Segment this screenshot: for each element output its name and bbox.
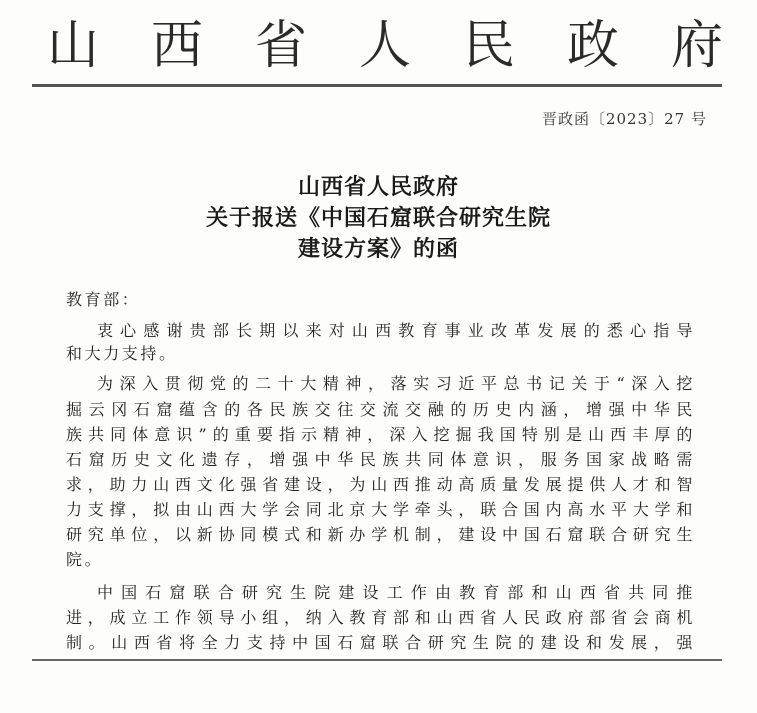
page-bottom-border xyxy=(32,659,722,661)
org-title-char: 人 xyxy=(358,16,411,76)
body-line: 族共同体意识”的重要指示精神，深入挖掘我国特别是山西丰厚的 xyxy=(66,425,695,444)
org-title-char: 民 xyxy=(462,16,515,76)
body-line: 进，成立工作领导小组，纳入教育部和山西省人民政府部省会商机 xyxy=(66,608,695,627)
body-line: 制。山西省将全力支持中国石窟联合研究生院的建设和发展，强 xyxy=(66,633,695,652)
issuing-organization-title xyxy=(40,14,730,78)
salutation: 教育部： xyxy=(66,290,141,309)
body-line: 为深入贯彻党的二十大精神，落实习近平总书记关于“深入挖 xyxy=(97,374,695,393)
body-line: 研究单位，以新协同模式和新办学机制，建设中国石窟联合研究生 xyxy=(66,525,695,544)
body-line: 衷心感谢贵部长期以来对山西教育事业改革发展的悉心指导 xyxy=(97,321,695,340)
org-title-char: 山 xyxy=(46,16,99,76)
org-title-char: 府 xyxy=(670,16,723,76)
body-line: 石窟历史文化遗存，增强中华民族共同体意识，服务国家战略需 xyxy=(66,450,695,469)
body-line: 力支撑，拟由山西大学会同北京大学牵头，联合国内高水平大学和 xyxy=(66,500,695,519)
org-title-char: 政 xyxy=(566,16,619,76)
body-line: 求，助力山西文化强省建设，为山西推动高质量发展提供人才和智 xyxy=(66,475,695,494)
org-title-char: 西 xyxy=(150,16,203,76)
body-line: 掘云冈石窟蕴含的各民族交往交流交融的历史内涵，增强中华民 xyxy=(66,400,695,419)
body-line: 院。 xyxy=(66,550,104,569)
document-title-line-2: 关于报送《中国石窟联合研究生院 xyxy=(205,206,551,231)
body-line: 中国石窟联合研究生院建设工作由教育部和山西省共同推 xyxy=(97,583,695,602)
org-title-char: 省 xyxy=(254,16,307,76)
body-line: 和大力支持。 xyxy=(66,344,178,363)
header-divider xyxy=(32,84,722,87)
document-title-line-3: 建设方案》的函 xyxy=(297,237,459,262)
document-title-line-1: 山西省人民政府 xyxy=(297,175,459,200)
document-number: 晋政函〔2023〕27 号 xyxy=(541,110,707,128)
